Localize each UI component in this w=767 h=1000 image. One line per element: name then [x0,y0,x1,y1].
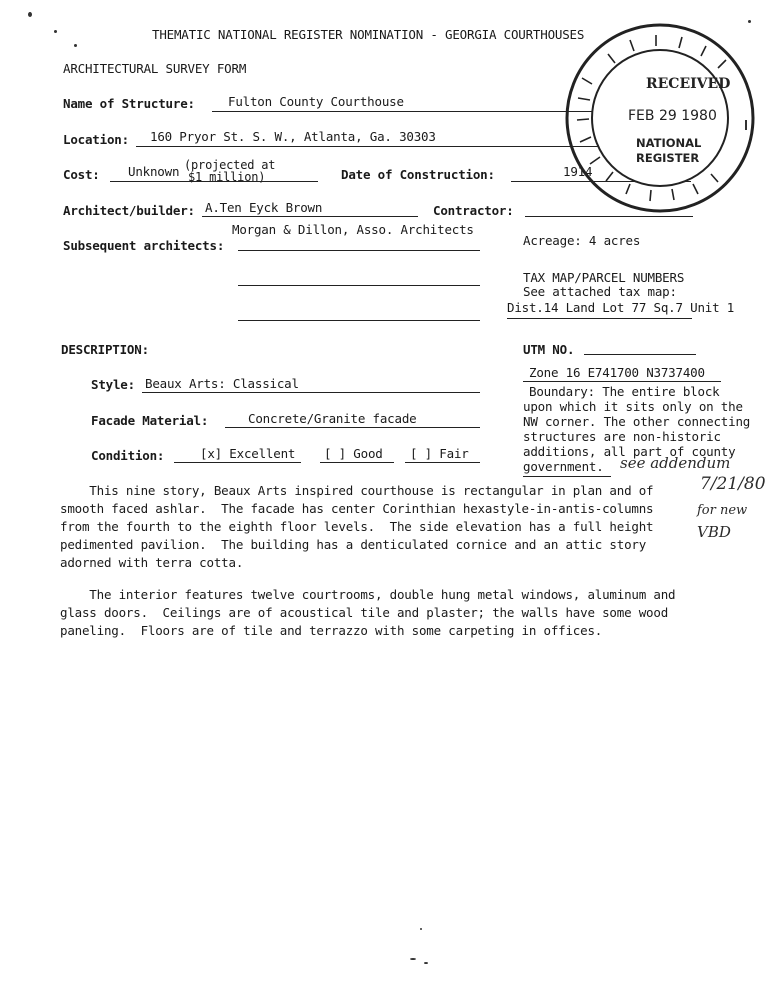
date-label: Date of Construction: [341,167,495,182]
architect-underline [202,216,418,217]
utm-zone: Zone 16 E741700 N3737400 [529,365,705,380]
boundary-line-4: structures are non-historic [523,429,721,444]
description-paragraph-1 [60,482,653,572]
condition-underline-2 [320,462,394,463]
name-label: Name of Structure: [63,96,195,111]
style-underline [142,392,480,393]
document-title: THEMATIC NATIONAL REGISTER NOMINATION - GEORGIA COURTHOUSES [152,27,585,42]
scan-speck [28,12,32,17]
paragraph-2-line: glass doors. Ceilings are of acoustical tile and plaster; the walls have some wood [60,605,669,620]
subsequent-underline-1 [238,250,480,251]
cost-value: Unknown [128,164,180,179]
handwritten-date: 7/21/80 [700,474,766,494]
style-label: Style: [91,377,135,392]
scan-speck [74,44,77,47]
stamp-date: FEB 29 1980 [628,108,717,124]
cost-label: Cost: [63,167,100,182]
scan-speck [748,20,751,23]
boundary-line-1: Boundary: The entire block [529,384,720,399]
stamp-national: NATIONAL [636,136,702,150]
boundary-line-2: upon which it sits only on the [523,399,743,414]
paragraph-2-line: The interior features twelve courtrooms, double hung metal windows, aluminum and [60,587,676,602]
condition-underline-3 [405,462,480,463]
boundary-line-3: NW corner. The other connecting [523,414,751,429]
utm-zone-underline [523,381,721,382]
style-value: Beaux Arts: Classical [145,376,299,391]
acreage: Acreage: 4 acres [523,233,641,248]
condition-label: Condition: [91,448,165,463]
condition-excellent: [x] Excellent [200,446,296,461]
received-stamp [560,18,760,218]
cost-note-line1: (projected at [184,158,276,172]
scan-speck [410,958,416,960]
location-value: 160 Pryor St. S. W., Atlanta, Ga. 30303 [150,129,436,144]
condition-fair: [ ] Fair [410,446,469,461]
paragraph-2-line: paneling. Floors are of tile and terrazzo with some carpeting in offices. [60,623,603,638]
paragraph-1-line: from the fourth to the eighth floor levels. The side elevation has a full height [60,519,654,534]
utm-underline [584,354,696,355]
boundary-line-6: government. [523,459,604,474]
tax-map-line1: See attached tax map: [523,284,677,299]
contractor-label: Contractor: [433,203,514,218]
stamp-register: REGISTER [636,151,700,165]
description-heading: DESCRIPTION: [61,342,149,357]
boundary-line-5: additions, all part of county [523,444,736,459]
scan-speck [745,120,747,130]
facade-underline [225,427,480,428]
handwritten-see-addendum: see addendum [620,454,731,472]
tax-map-line2: Dist.14 Land Lot 77 Sq.7 Unit 1 [507,300,735,315]
paragraph-1-line: This nine story, Beaux Arts inspired courthouse is rectangular in plan and of [60,483,654,498]
architect-value: A.Ten Eyck Brown [205,200,323,215]
paragraph-1-line: smooth faced ashlar. The facade has center Corinthian hexastyle-in-antis-columns [60,501,654,516]
facade-value: Concrete/Granite facade [248,411,417,426]
subsequent-underline-2 [238,285,480,286]
date-value: 1914 [563,164,593,179]
scan-speck [424,962,428,964]
paragraph-1-line: adorned with terra cotta. [60,555,244,570]
paragraph-1-line: pedimented pavilion. The building has a denticulated cornice and an attic story [60,537,647,552]
architect-label: Architect/builder: [63,203,195,218]
utm-label: UTM NO. [523,342,575,357]
condition-good: [ ] Good [324,446,383,461]
cost-note-line2: $1 million) [188,170,266,184]
scan-speck [420,928,422,930]
facade-label: Facade Material: [91,413,209,428]
boundary-underline [523,476,611,477]
description-paragraph-2 [60,586,675,640]
condition-underline-1 [174,462,301,463]
subsequent-value: Morgan & Dillon, Asso. Architects [232,222,474,237]
tax-map-underline [507,318,692,319]
form-name: ARCHITECTURAL SURVEY FORM [63,61,247,76]
subsequent-underline-3 [238,320,480,321]
stamp-received: RECEIVED [646,76,731,92]
cost-underline [110,181,318,182]
name-value: Fulton County Courthouse [228,94,404,109]
subsequent-label: Subsequent architects: [63,238,225,253]
handwritten-for-new: for new [697,503,748,518]
tax-map-title: TAX MAP/PARCEL NUMBERS [523,270,685,285]
scan-speck [54,30,57,33]
handwritten-vbd: VBD [697,523,731,541]
location-label: Location: [63,132,129,147]
